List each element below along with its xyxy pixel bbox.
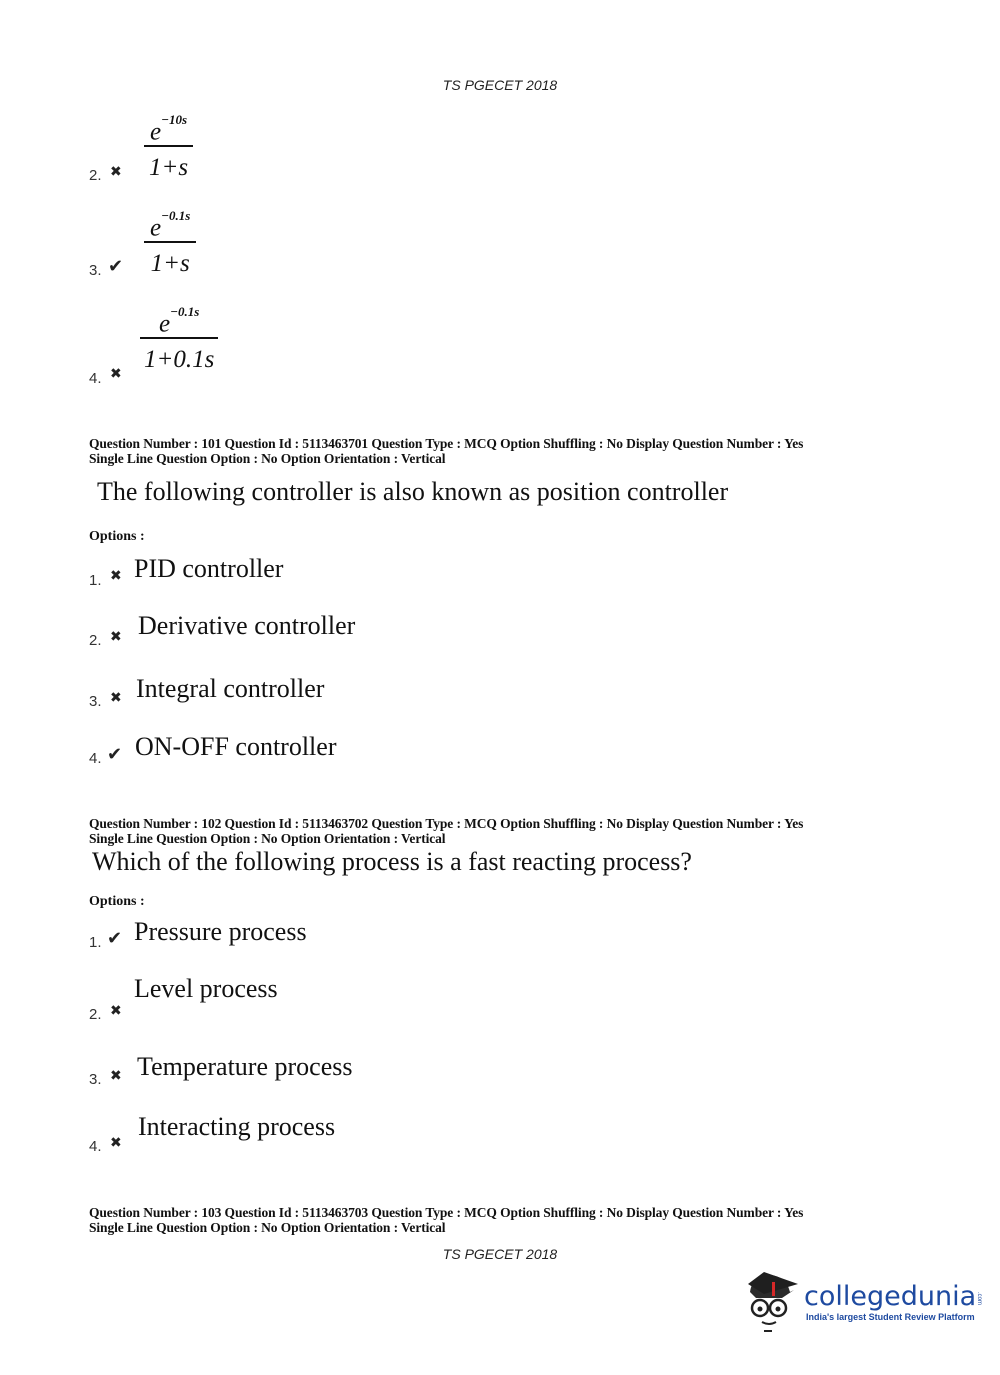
- option-number: 4.: [89, 1138, 102, 1155]
- cross-icon: ✖: [110, 629, 122, 645]
- collegedunia-logo: [742, 1270, 982, 1334]
- formula-denominator: 1+s: [148, 153, 189, 181]
- check-icon: ✔: [107, 744, 123, 765]
- option-number: 2.: [89, 632, 102, 649]
- option-text: Pressure process: [134, 917, 307, 946]
- option-number: 3.: [89, 262, 102, 279]
- cross-icon: ✖: [110, 568, 122, 584]
- logo-suffix: .com: [976, 1291, 983, 1305]
- cross-icon: ✖: [110, 1003, 122, 1019]
- formula-exponent: −10s: [161, 112, 188, 127]
- page-footer-header: TS PGECET 2018: [442, 1246, 558, 1262]
- check-icon: ✔: [108, 256, 124, 277]
- question-meta-line-2: Single Line Question Option : No Option Orientation : Vertical: [89, 1220, 446, 1235]
- option-text: Interacting process: [138, 1112, 336, 1141]
- options-label: Options :: [89, 894, 145, 909]
- option-formula: [144, 207, 196, 279]
- option-text: Integral controller: [136, 674, 325, 703]
- formula-denominator: 1+s: [150, 249, 190, 277]
- option-text: ON-OFF controller: [135, 732, 337, 761]
- question-text: The following controller is also known as position controller: [97, 477, 729, 506]
- option-number: 3.: [89, 1071, 102, 1088]
- fraction-bar: [140, 337, 218, 339]
- option-number: 4.: [89, 750, 102, 767]
- question-meta-line-2: Single Line Question Option : No Option Orientation : Vertical: [89, 451, 446, 466]
- question-meta-line-1: Question Number : 103 Question Id : 5113463703 Question Type : MCQ Option Shuffling : No Display Question Number : Yes: [89, 1205, 804, 1220]
- mascot-icon: [742, 1270, 798, 1334]
- option-number: 2.: [89, 167, 102, 184]
- option-number: 1.: [89, 934, 102, 951]
- option-number: 3.: [89, 693, 102, 710]
- formula-base: e: [150, 214, 162, 242]
- option-text: Derivative controller: [138, 611, 356, 640]
- cross-icon: ✖: [110, 1135, 122, 1151]
- formula-exponent: −0.1s: [170, 304, 200, 319]
- option-text: PID controller: [134, 554, 284, 583]
- logo-tagline: India's largest Student Review Platform: [806, 1312, 975, 1322]
- formula-base: e: [150, 118, 162, 146]
- question-meta-line-1: Question Number : 102 Question Id : 5113463702 Question Type : MCQ Option Shuffling : No Display Question Number : Yes: [89, 816, 804, 831]
- option-number: 1.: [89, 572, 102, 589]
- cross-icon: ✖: [110, 164, 122, 180]
- question-text: Which of the following process is a fast reacting process?: [92, 847, 692, 876]
- option-number: 4.: [89, 370, 102, 387]
- cross-icon: ✖: [110, 1068, 122, 1084]
- question-meta-line-1: Question Number : 101 Question Id : 5113463701 Question Type : MCQ Option Shuffling : No Display Question Number : Yes: [89, 436, 804, 451]
- cross-icon: ✖: [110, 690, 122, 706]
- formula-denominator: 1+0.1s: [144, 345, 215, 373]
- question-meta-line-2: Single Line Question Option : No Option Orientation : Vertical: [89, 831, 446, 846]
- page-header: TS PGECET 2018: [442, 77, 558, 93]
- options-label: Options :: [89, 529, 145, 544]
- option-text: Temperature process: [137, 1052, 353, 1081]
- formula-exponent: −0.1s: [161, 208, 191, 223]
- formula-base: e: [159, 310, 171, 338]
- option-text: Level process: [134, 974, 278, 1003]
- option-formula: [144, 111, 193, 183]
- option-formula: [140, 303, 218, 375]
- option-number: 2.: [89, 1006, 102, 1023]
- cross-icon: ✖: [110, 366, 122, 382]
- check-icon: ✔: [107, 928, 123, 949]
- logo-name: collegedunia: [804, 1281, 977, 1312]
